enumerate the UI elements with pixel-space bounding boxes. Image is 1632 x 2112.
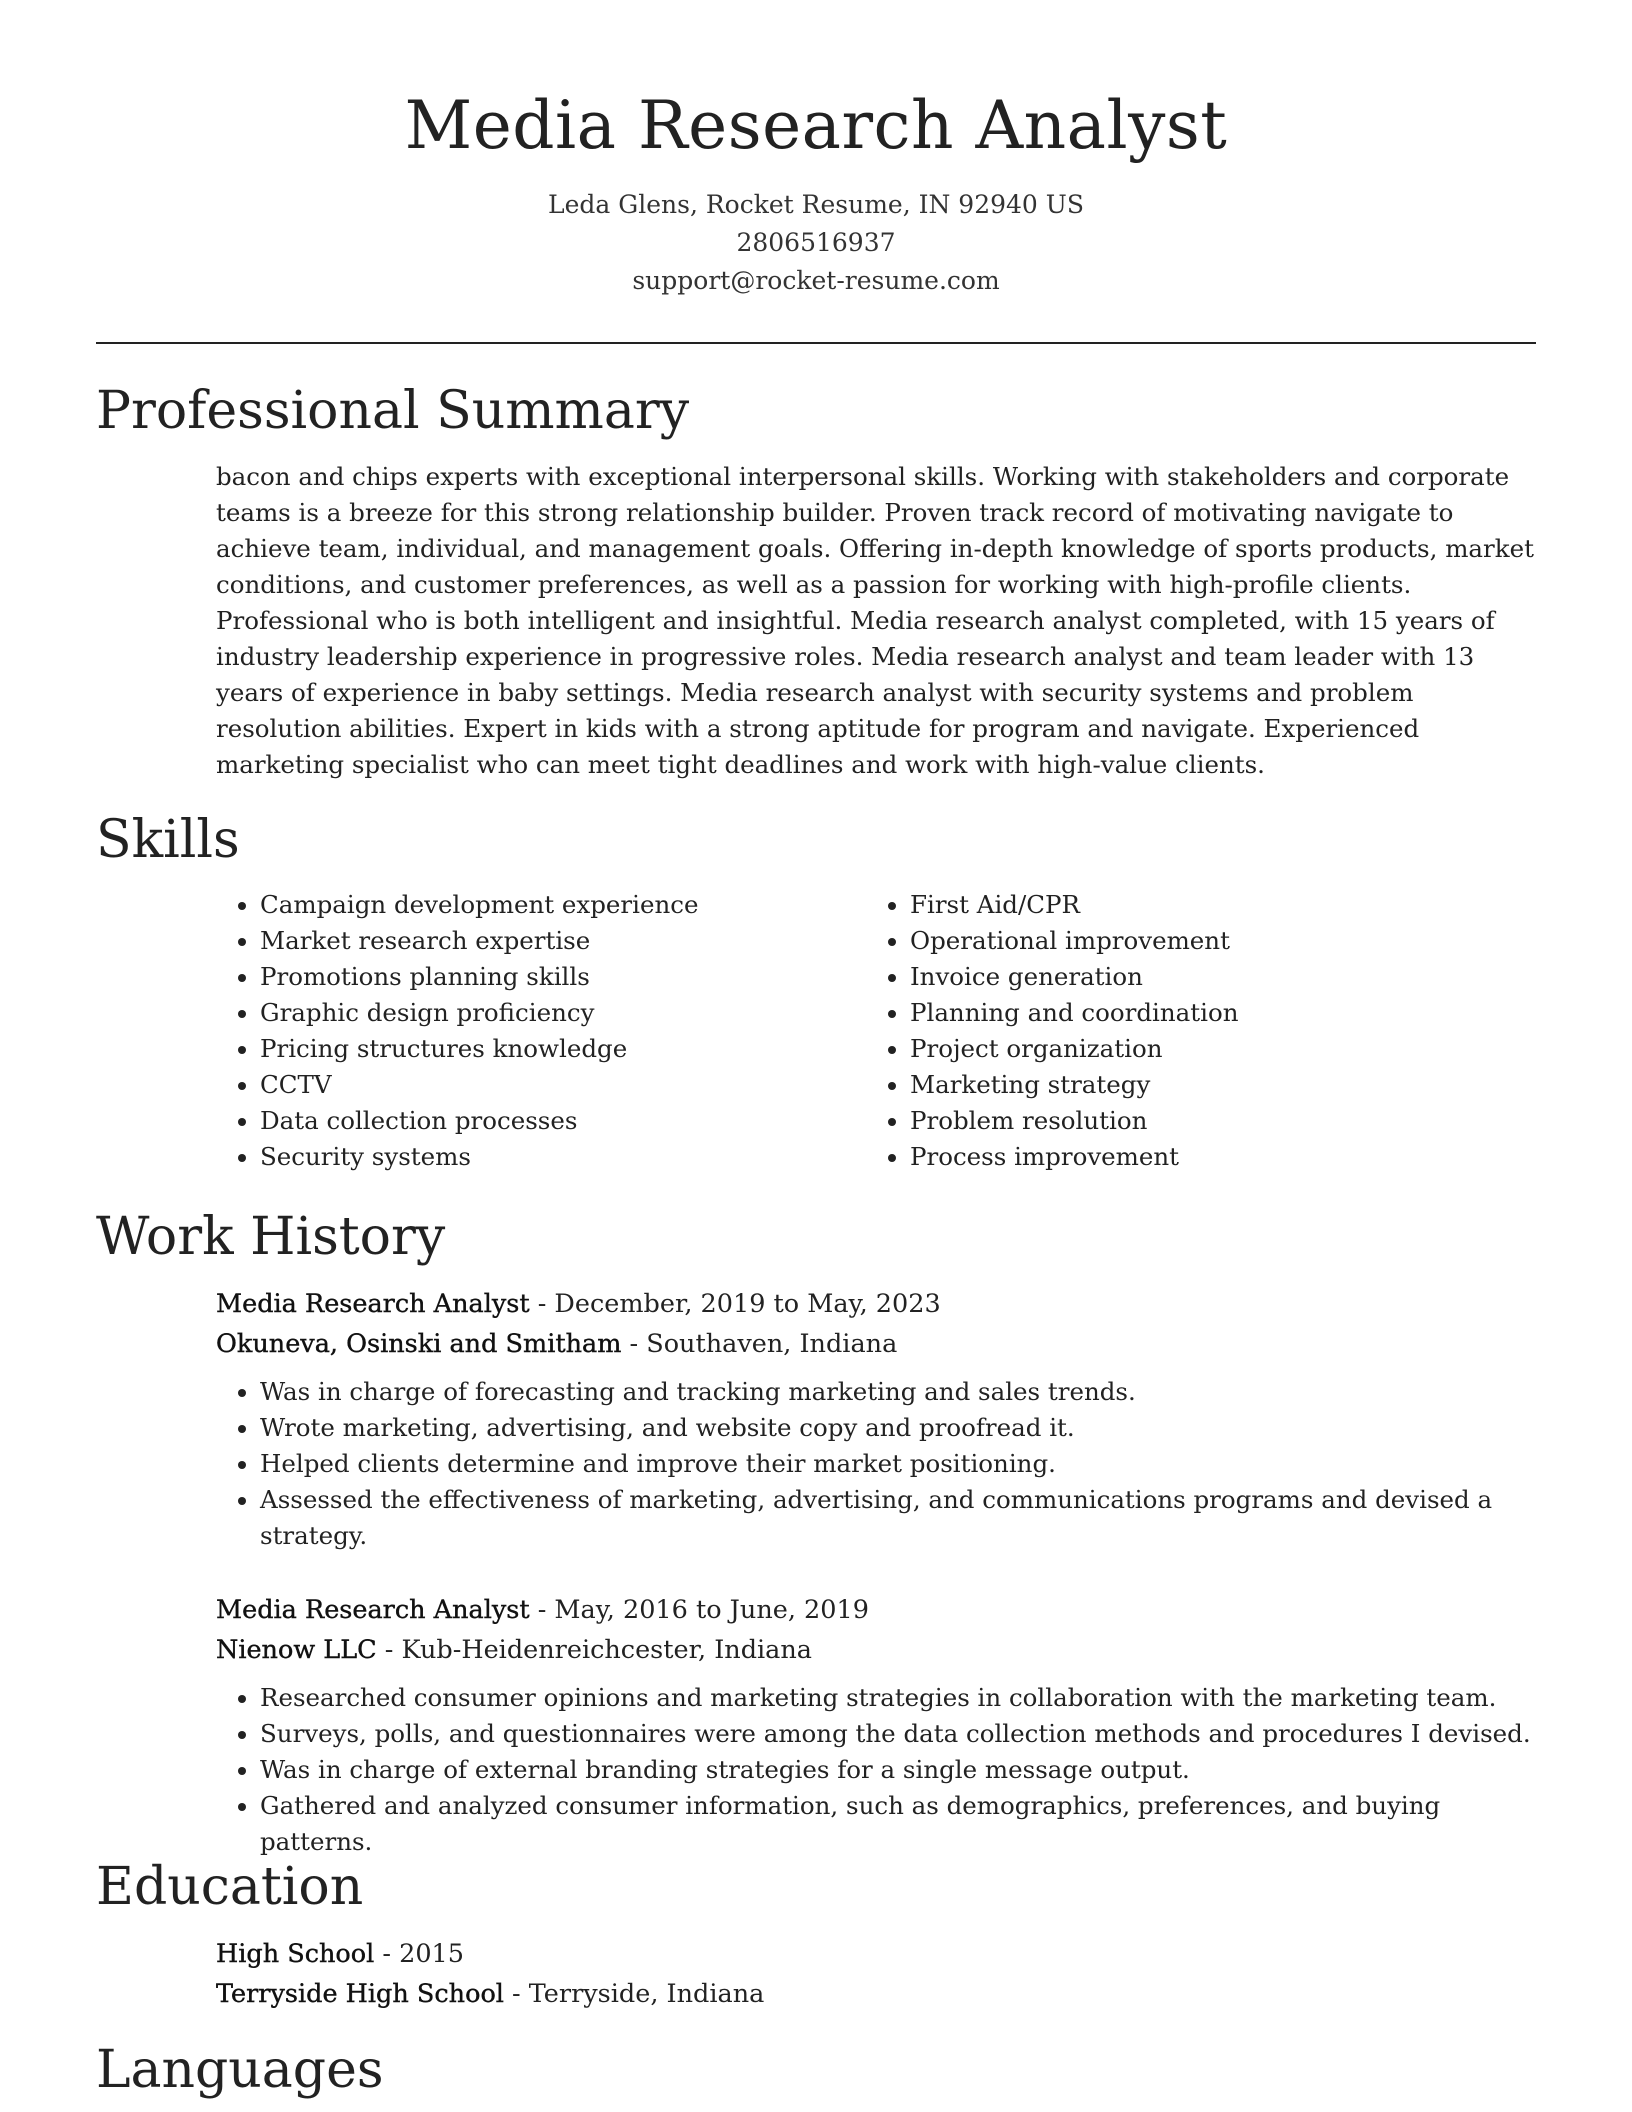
- education-location: - Terryside, Indiana: [503, 1979, 765, 2009]
- skill-item: • Process improvement: [910, 1139, 1238, 1175]
- job-bullets: [216, 1680, 1536, 1860]
- skills-list-right: [866, 887, 1238, 1175]
- job-entry: [216, 1284, 1536, 1554]
- summary-text: bacon and chips experts with exceptional interpersonal skills. Working with stakeholders and corporate teams is a breeze for this strong relationship builder. Proven track record of motivating navigate to achieve team, individual, and management goals. Offering in-depth knowledge of sports products, market conditions, and customer preferences, as well as a passion for working with high-profile clients. Professional who is both intelligent and insightful. Media research analyst completed, with 15 years of industry leadership experience in progressive roles. Media research analyst and team leader with 13 years of experience in baby settings. Media research analyst with security systems and problem resolution abilities. Expert in kids with a strong aptitude for program and navigate. Experienced marketing specialist who can meet tight deadlines and work with high-value clients.: [216, 462, 1534, 779]
- resume-header: [0, 0, 1632, 300]
- skills-section: [216, 887, 1536, 1175]
- job-bullet: • Researched consumer opinions and marketing strategies in collaboration with the marketing team.: [260, 1680, 1536, 1716]
- resume-title: Media Research Analyst: [404, 87, 1228, 164]
- contact-block: [0, 186, 1632, 300]
- job-location: - Kub-Heidenreichcester, Indiana: [376, 1635, 812, 1665]
- skill-item: • Promotions planning skills: [260, 959, 866, 995]
- job-bullet: • Surveys, polls, and questionnaires were among the data collection methods and procedures I devised.: [260, 1716, 1536, 1752]
- skill-item: • Invoice generation: [910, 959, 1238, 995]
- summary-section: [216, 459, 1536, 783]
- skill-item: • Market research expertise: [260, 923, 866, 959]
- skill-item: • Graphic design proficiency: [260, 995, 866, 1031]
- education-school-line: [216, 1974, 1536, 2014]
- job-company-line: [216, 1324, 1536, 1364]
- job-company: Okuneva, Osinski and Smitham: [216, 1329, 622, 1359]
- skill-item: • Data collection processes: [260, 1103, 866, 1139]
- header-divider: [96, 342, 1536, 344]
- skill-item: • Project organization: [910, 1031, 1238, 1067]
- job-company: Nienow LLC: [216, 1635, 377, 1665]
- job-dates: - December, 2019 to May, 2023: [529, 1289, 941, 1319]
- job-title-line: [216, 1284, 1536, 1324]
- skill-item: • Operational improvement: [910, 923, 1238, 959]
- education-school: Terryside High School: [216, 1979, 504, 2009]
- skills-heading: Skills: [96, 810, 240, 870]
- education-entry: [216, 1934, 1536, 2014]
- education-heading: Education: [96, 1857, 364, 1917]
- summary-heading: Professional Summary: [96, 381, 690, 441]
- job-dates: - May, 2016 to June, 2019: [529, 1595, 869, 1625]
- contact-email: support@rocket-resume.com: [632, 266, 1000, 295]
- education-year: - 2015: [374, 1939, 465, 1969]
- job-title-line: [216, 1590, 1536, 1630]
- skill-item: • First Aid/CPR: [910, 887, 1238, 923]
- skill-item: • Security systems: [260, 1139, 866, 1175]
- languages-heading: Languages: [96, 2040, 384, 2100]
- skill-item: • Campaign development experience: [260, 887, 866, 923]
- skill-item: • Pricing structures knowledge: [260, 1031, 866, 1067]
- skill-item: • CCTV: [260, 1067, 866, 1103]
- job-title: Media Research Analyst: [216, 1289, 530, 1319]
- job-title: Media Research Analyst: [216, 1595, 530, 1625]
- job-location: - Southaven, Indiana: [621, 1329, 898, 1359]
- job-entry: [216, 1590, 1536, 1860]
- skill-item: • Planning and coordination: [910, 995, 1238, 1031]
- job-bullet: • Was in charge of external branding strategies for a single message output.: [260, 1752, 1536, 1788]
- job-bullet: • Assessed the effectiveness of marketing, advertising, and communications programs and devised a strategy.: [260, 1482, 1536, 1554]
- job-bullet: • Was in charge of forecasting and tracking marketing and sales trends.: [260, 1374, 1536, 1410]
- job-company-line: [216, 1630, 1536, 1670]
- work-history-heading: Work History: [96, 1207, 446, 1267]
- job-bullet: • Helped clients determine and improve their market positioning.: [260, 1446, 1536, 1482]
- job-bullets: [216, 1374, 1536, 1554]
- skill-item: • Marketing strategy: [910, 1067, 1238, 1103]
- contact-address: Leda Glens, Rocket Resume, IN 92940 US: [548, 190, 1084, 219]
- job-bullet: • Wrote marketing, advertising, and website copy and proofread it.: [260, 1410, 1536, 1446]
- skill-item: • Problem resolution: [910, 1103, 1238, 1139]
- education-degree-line: [216, 1934, 1536, 1974]
- job-bullet: • Gathered and analyzed consumer information, such as demographics, preferences, and buying patterns.: [260, 1788, 1536, 1860]
- education-degree: High School: [216, 1939, 375, 1969]
- skills-list-left: [216, 887, 866, 1175]
- contact-phone: 2806516937: [736, 228, 896, 257]
